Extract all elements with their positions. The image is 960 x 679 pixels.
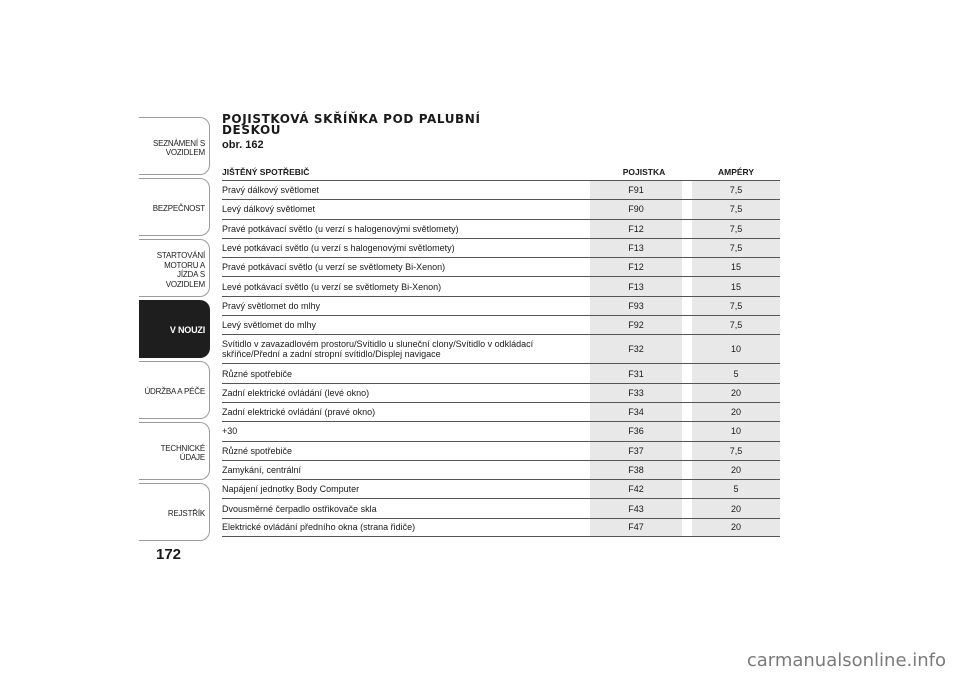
table-row xyxy=(222,257,780,276)
fuse-cell: F34 xyxy=(590,403,682,421)
table-row xyxy=(222,315,780,334)
table-row xyxy=(222,498,780,517)
consumer-cell: Levé potkávací světlo (u verzí se světlomety Bi-Xenon) xyxy=(222,281,442,292)
fuse-cell: F42 xyxy=(590,480,682,498)
page-number: 172 xyxy=(156,546,182,563)
tab-seznameni-s-vozidlem[interactable] xyxy=(139,117,210,175)
consumer-cell: Levý světlomet do mlhy xyxy=(222,320,317,331)
consumer-cell: +30 xyxy=(222,426,238,437)
table-row xyxy=(222,383,780,402)
table-row xyxy=(222,219,780,238)
amps-cell: 7,5 xyxy=(692,200,780,218)
section-heading: POJISTKOVÁ SKŘÍŇKA POD PALUBNÍ DESKOU xyxy=(222,112,481,137)
table-row xyxy=(222,180,780,199)
fuse-cell: F43 xyxy=(590,499,682,517)
tab-udrzba-a-pece[interactable] xyxy=(139,361,210,419)
tab-startovani[interactable] xyxy=(139,239,210,297)
amps-cell: 15 xyxy=(692,258,780,276)
fuse-cell: F91 xyxy=(590,181,682,199)
consumer-cell: Pravé potkávací světlo (u verzí s halogenovými světlomety) xyxy=(222,223,459,234)
amps-cell: 10 xyxy=(692,422,780,440)
fuse-cell: F32 xyxy=(590,335,682,363)
tab-label: REJSTŘÍK xyxy=(167,509,205,519)
amps-cell: 7,5 xyxy=(692,316,780,334)
table-body xyxy=(222,180,780,537)
figure-reference: obr. 162 xyxy=(222,139,264,151)
amps-cell: 5 xyxy=(692,480,780,498)
header-amps: AMPÉRY xyxy=(717,166,755,177)
fuse-cell: F37 xyxy=(590,442,682,460)
amps-cell: 7,5 xyxy=(692,239,780,257)
amps-cell: 20 xyxy=(692,499,780,517)
fuse-cell: F92 xyxy=(590,316,682,334)
fuse-cell: F33 xyxy=(590,384,682,402)
consumer-cell: Dvousměrné čerpadlo ostřikovače skla xyxy=(222,503,377,514)
tab-rejstrik[interactable] xyxy=(139,483,210,541)
table-row xyxy=(222,363,780,382)
amps-cell: 20 xyxy=(692,461,780,479)
fuse-cell: F12 xyxy=(590,258,682,276)
tab-technicke-udaje[interactable] xyxy=(139,422,210,480)
table-row xyxy=(222,441,780,460)
fuse-cell: F47 xyxy=(590,519,682,536)
table-row xyxy=(222,199,780,218)
tab-v-nouzi[interactable] xyxy=(139,300,210,358)
tab-bezpecnost[interactable] xyxy=(139,178,210,236)
tab-label: SEZNÁMENÍ S VOZIDLEM xyxy=(152,138,205,157)
tab-label: TECHNICKÉ ÚDAJE xyxy=(160,443,205,462)
consumer-cell: Levý dálkový světlomet xyxy=(222,204,316,215)
amps-cell: 10 xyxy=(692,335,780,363)
table-row xyxy=(222,276,780,295)
tab-label: ÚDRŽBA A PÉČE xyxy=(144,387,205,397)
table-row xyxy=(222,296,780,315)
amps-cell: 20 xyxy=(692,519,780,536)
table-row xyxy=(222,402,780,421)
header-consumer: JIŠTĚNÝ SPOTŘEBIČ xyxy=(222,166,310,177)
consumer-cell: Zadní elektrické ovládání (levé okno) xyxy=(222,387,370,398)
table-row xyxy=(222,421,780,440)
consumer-cell: Pravý světlomet do mlhy xyxy=(222,300,321,311)
amps-cell: 15 xyxy=(692,277,780,295)
watermark: carmanualsonline.info xyxy=(746,650,946,671)
consumer-cell: Různé spotřebiče xyxy=(222,445,293,456)
consumer-cell: Zadní elektrické ovládání (pravé okno) xyxy=(222,407,376,418)
amps-cell: 7,5 xyxy=(692,442,780,460)
tab-label: V NOUZI xyxy=(169,325,205,336)
amps-cell: 7,5 xyxy=(692,181,780,199)
consumer-cell: Svítidlo v zavazadlovém prostoru/Svítidlo u sluneční clony/Svítidlo v odkládací skříňce/Přední a zadní stropní svítidlo/Displej navigace xyxy=(222,339,534,360)
fuse-cell: F13 xyxy=(590,277,682,295)
amps-cell: 20 xyxy=(692,384,780,402)
tab-label: BEZPEČNOST xyxy=(152,204,205,214)
consumer-cell: Pravý dálkový světlomet xyxy=(222,185,320,196)
table-row xyxy=(222,479,780,498)
fuse-cell: F13 xyxy=(590,239,682,257)
amps-cell: 20 xyxy=(692,403,780,421)
amps-cell: 5 xyxy=(692,364,780,382)
amps-cell: 7,5 xyxy=(692,220,780,238)
table-header xyxy=(222,163,780,180)
consumer-cell: Napájení jednotky Body Computer xyxy=(222,484,360,495)
table-row xyxy=(222,334,780,363)
fuse-cell: F93 xyxy=(590,297,682,315)
fuse-cell: F90 xyxy=(590,200,682,218)
tab-label: STARTOVÁNÍ MOTORU A JÍZDA S VOZIDLEM xyxy=(156,251,205,289)
table-row xyxy=(222,238,780,257)
consumer-cell: Pravé potkávací světlo (u verzí se světlomety Bi-Xenon) xyxy=(222,262,446,273)
table-row xyxy=(222,460,780,479)
consumer-cell: Elektrické ovládání předního okna (strana řidiče) xyxy=(222,522,416,533)
fuse-cell: F12 xyxy=(590,220,682,238)
header-fuse: POJISTKA xyxy=(622,166,666,177)
table-row xyxy=(222,518,780,537)
fuse-cell: F31 xyxy=(590,364,682,382)
fuse-cell: F36 xyxy=(590,422,682,440)
consumer-cell: Zamykání, centrální xyxy=(222,465,302,475)
amps-cell: 7,5 xyxy=(692,297,780,315)
fuse-cell: F38 xyxy=(590,461,682,479)
fuse-table xyxy=(222,163,780,537)
consumer-cell: Různé spotřebiče xyxy=(222,368,293,379)
consumer-cell: Levé potkávací světlo (u verzí s halogenovými světlomety) xyxy=(222,243,455,254)
